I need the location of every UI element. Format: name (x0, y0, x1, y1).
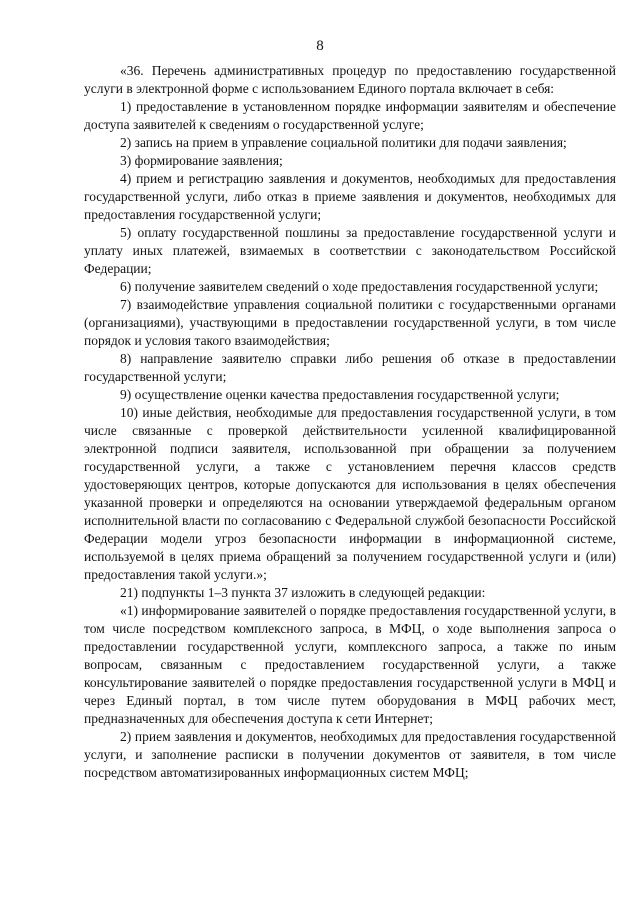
list-item-5: 5) оплату государственной пошлины за предоставление государственной услуги и уплату иных платежей, взимаемых в соответствии с законодательством Российской Федерации; (84, 225, 616, 276)
new-subitem-2: 2) прием заявления и документов, необходимых для предоставления государственной услуги, и заполнение расписки в получении документов от заявителя, в том числе посредством автоматизированных информационных систем МФЦ; (84, 729, 616, 780)
list-item-1: 1) предоставление в установленном порядке информации заявителям и обеспечение доступа заявителей к сведениям о государственной услуге; (84, 99, 616, 132)
list-item-3: 3) формирование заявления; (120, 153, 283, 168)
document-body (84, 62, 616, 782)
list-item-4: 4) прием и регистрацию заявления и документов, необходимых для предоставления государственной услуги, либо отказ в приеме заявления и документов, необходимых для предоставления государственной услуги; (84, 171, 616, 222)
list-item-7: 7) взаимодействие управления социальной политики с государственными органами (организациями), участвующими в предоставлении государственной услуги, в том числе порядок и условия такого взаимодействия; (84, 297, 616, 348)
amendment-item-21: 21) подпункты 1–3 пункта 37 изложить в следующей редакции: (120, 585, 486, 600)
page-number: 8 (316, 38, 324, 54)
new-subitem-1: «1) информирование заявителей о порядке предоставления государственной услуги, в том числе посредством комплексного запроса, в МФЦ, о ходе выполнения запроса о предоставлении государственной услуги, комплексного запроса, а также по иным вопросам, связанным с предоставлением государственной услуги, а также консультирование заявителей о порядке предоставления государственной услуги в МФЦ и через Единый портал, в том числе путем оборудования в МФЦ рабочих мест, предназначенных для обеспечения доступа к сети Интернет; (84, 603, 616, 726)
list-item-2: 2) запись на прием в управление социальной политики для подачи заявления; (120, 135, 567, 150)
paragraph-item-36-intro: «36. Перечень административных процедур по предоставлению государственной услуги в электронной форме с использованием Единого портала включает в себя: (84, 63, 616, 96)
list-item-8: 8) направление заявителю справки либо решения об отказе в предоставлении государственной услуги; (84, 351, 616, 384)
list-item-9: 9) осуществление оценки качества предоставления государственной услуги; (120, 387, 560, 402)
list-item-6: 6) получение заявителем сведений о ходе предоставления государственной услуги; (120, 279, 599, 294)
list-item-10: 10) иные действия, необходимые для предоставления государственной услуги, в том числе связанные с проверкой действительности усиленной квалифицированной электронной подписи заявителя, использованной при обращении за получением государственной услуги, а также с установлением перечня классов средств удостоверяющих центров, которые допускаются для использования в целях обеспечения указанной проверки и определяются на основании утверждаемой федеральным органом исполнительной власти по согласованию с Федеральной службой безопасности Российской Федерации модели угроз безопасности информации в информационной системе, используемой в целях приема обращений за получением государственной услуги и (или) предоставления такой услуги.»; (84, 405, 616, 582)
